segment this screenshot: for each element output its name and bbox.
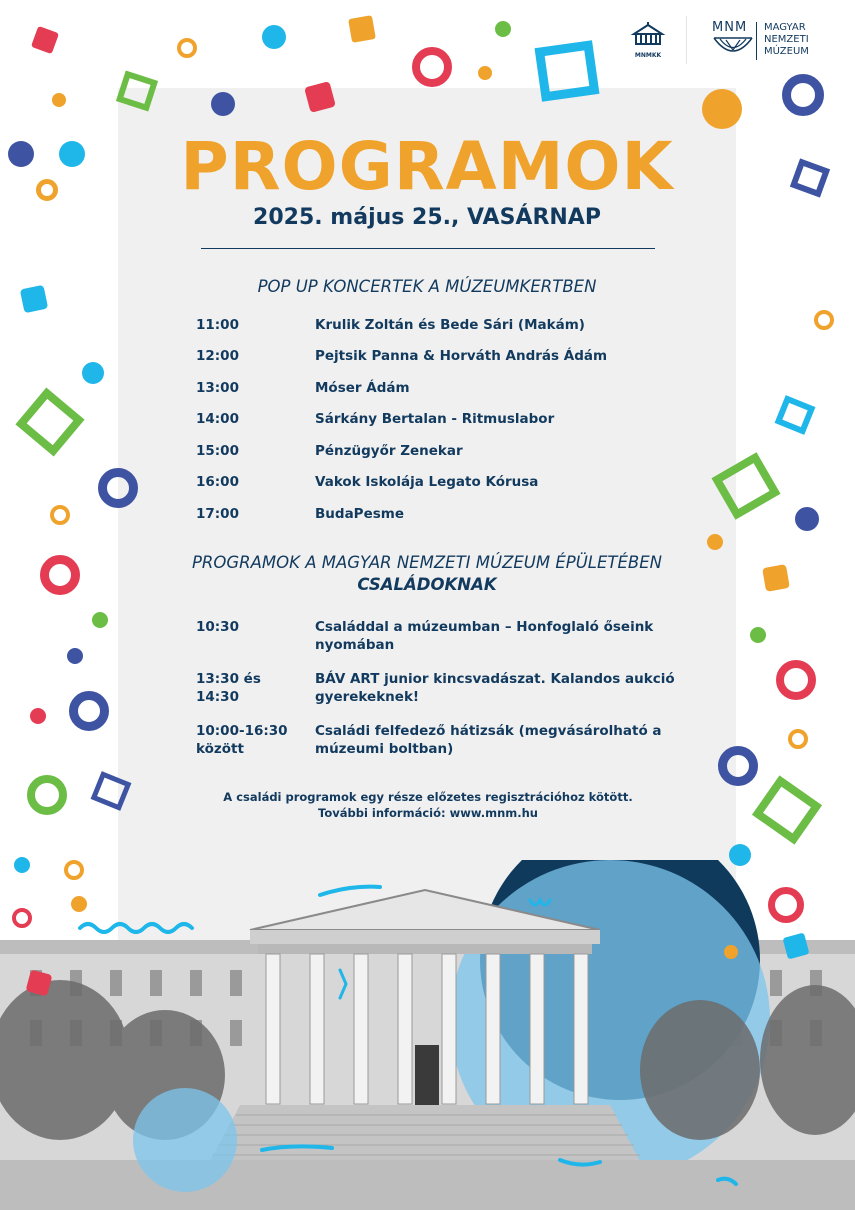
schedule-name: BudaPesme: [315, 506, 404, 522]
schedule-time: 11:00: [196, 317, 239, 333]
museum-building-icon: [630, 22, 666, 48]
logos: [630, 22, 840, 66]
confetti-dot: [30, 708, 46, 724]
logo-divider: [686, 16, 687, 64]
schedule-time: 13:30 és 14:30: [196, 671, 261, 705]
mnm-emblem-icon: [712, 36, 754, 58]
building-heading-sub: CSALÁDOKNAK: [357, 575, 497, 594]
museum-name-line: NEMZETI: [764, 34, 809, 45]
confetti-square: [31, 26, 59, 54]
schedule-time: 15:00: [196, 443, 239, 459]
mnm-divider: [756, 22, 757, 60]
schedule-time: 13:00: [196, 380, 239, 396]
museum-name: [764, 22, 809, 58]
confetti-dot: [211, 92, 235, 116]
confetti-ring: [36, 179, 58, 201]
schedule-time: 17:00: [196, 506, 239, 522]
confetti-square: [790, 158, 830, 197]
building-heading: [140, 552, 714, 596]
mnm-monogram: MNM: [712, 20, 748, 35]
confetti-dot: [8, 141, 34, 167]
confetti-dot: [478, 66, 492, 80]
confetti-ring: [776, 660, 816, 700]
confetti-ring: [69, 691, 109, 731]
confetti-square: [752, 775, 822, 844]
schedule-name: Vakok Iskolája Legato Kórusa: [315, 474, 539, 490]
confetti-ring: [40, 555, 80, 595]
confetti-dot: [82, 362, 104, 384]
confetti-ring: [412, 47, 452, 87]
concerts-heading: POP UP KONCERTEK A MÚZEUMKERTBEN: [257, 277, 597, 296]
confetti-ring: [718, 746, 758, 786]
schedule-name: Pénzügyőr Zenekar: [315, 443, 463, 459]
schedule-time: 16:00: [196, 474, 239, 490]
confetti-ring: [98, 468, 138, 508]
confetti-dot: [795, 507, 819, 531]
schedule-time: 14:00: [196, 411, 239, 427]
confetti-dot: [750, 627, 766, 643]
museum-building-illustration: [0, 860, 855, 1210]
schedule-time: 10:30: [196, 619, 239, 635]
schedule-name: Családi felfedező hátizsák (megvásárolható a múzeumi boltban): [315, 723, 662, 757]
confetti-dot: [702, 89, 742, 129]
schedule-name: Krulik Zoltán és Bede Sári (Makám): [315, 317, 585, 333]
schedule-name: Móser Ádám: [315, 380, 410, 396]
confetti-ring: [814, 310, 834, 330]
event-date: 2025. május 25., VASÁRNAP: [253, 205, 601, 230]
confetti-ring: [782, 74, 824, 116]
confetti-square: [348, 15, 376, 43]
schedule-name: Sárkány Bertalan - Ritmuslabor: [315, 411, 555, 427]
confetti-dot: [59, 141, 85, 167]
confetti-dot: [707, 534, 723, 550]
confetti-ring: [27, 775, 67, 815]
schedule-name: Családdal a múzeumban – Honfoglaló őseink nyomában: [315, 619, 654, 653]
confetti-dot: [67, 648, 83, 664]
schedule-name: BÁV ART junior kincsvadászat. Kalandos aukció gyerekeknek!: [315, 671, 675, 705]
confetti-ring: [50, 505, 70, 525]
museum-name-line: MAGYAR: [764, 22, 806, 33]
mnmkk-logo: [630, 22, 666, 59]
schedule-time: 10:00-16:30 között: [196, 723, 288, 757]
registration-note: A családi programok egy része előzetes regisztrációhoz kötött. További információ: www.mnm.hu: [223, 790, 633, 820]
confetti-dot: [495, 21, 511, 37]
confetti-square: [762, 564, 790, 592]
mnmkk-label: MNMKK: [634, 52, 662, 59]
confetti-dot: [52, 93, 66, 107]
confetti-square: [15, 388, 84, 457]
confetti-square: [775, 395, 816, 435]
building-heading-main: PROGRAMOK A MAGYAR NEMZETI MÚZEUM ÉPÜLETÉBEN: [191, 553, 663, 572]
divider-line: [201, 248, 655, 249]
page-title: PROGRAMOK: [180, 128, 674, 205]
confetti-dot: [262, 25, 286, 49]
confetti-ring: [788, 729, 808, 749]
confetti-square: [535, 40, 600, 102]
schedule-name: Pejtsik Panna & Horváth András Ádám: [315, 348, 608, 364]
museum-name-line: MÚZEUM: [764, 46, 809, 57]
confetti-ring: [177, 38, 197, 58]
confetti-dot: [92, 612, 108, 628]
confetti-square: [20, 285, 48, 313]
schedule-time: 12:00: [196, 348, 239, 364]
